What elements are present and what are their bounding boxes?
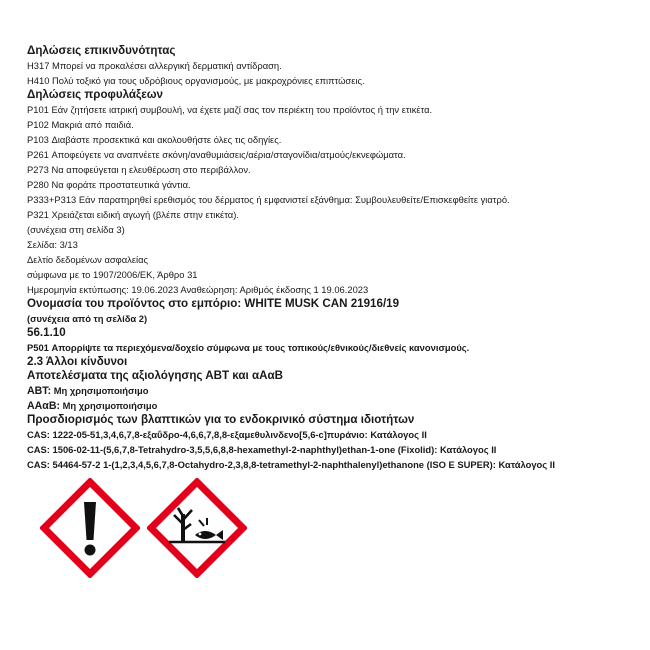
pbt-assessment-heading: Αποτελέσματα της αξιολόγησης ΑΒΤ και αΑαΒ: [27, 369, 283, 382]
pbt-result: [27, 383, 642, 398]
endocrine-heading: Προσδιορισμός των βλαπτικών για το ενδοκρινικό σύστημα ιδιοτήτων: [27, 413, 415, 426]
precaution-statement-p101: P101 Εάν ζητήσετε ιατρική συμβουλή, να έχετε μαζί σας τον περιέκτη του προϊόντος ή την ετικέτα.: [27, 104, 433, 115]
precaution-statement-p321: P321 Χρειάζεται ειδική αγωγή (βλέπε στην ετικέτα).: [27, 209, 239, 220]
print-revision-dates: Ημερομηνία εκτύπωσης: 19.06.2023 Αναθεώρηση: Αριθμός έκδοσης 1 19.06.2023: [27, 284, 369, 295]
vpvb-label: ΑΑαΒ:: [27, 400, 60, 412]
hazard-heading: Δηλώσεις επικινδυνότητας: [27, 44, 176, 57]
pbt-label: ΑΒΤ:: [27, 385, 52, 397]
other-hazards-heading: 2.3 Άλλοι κίνδυνοι: [27, 355, 128, 368]
cas-line: CAS: 1222-05-51,3,4,6,7,8-εξαΰδρο-4,6,6,7,8,8-εξαμεθυλινδενο[5,6-c]πυράνιο: Κατάλογος II: [27, 429, 427, 440]
document-title: Δελτίο δεδομένων ασφαλείας: [27, 254, 149, 265]
vpvb-value: Μη χρησιμοποιήσιμο: [62, 400, 158, 411]
sds-page: [27, 44, 642, 472]
page-number: Σελίδα: 3/13: [27, 239, 78, 250]
vpvb-result: [27, 398, 642, 413]
precaution-statement-p273: P273 Να αποφεύγεται η ελευθέρωση στο περιβάλλον.: [27, 164, 251, 175]
precaution-statement-p501: P501 Απορρίψτε τα περιεχόμενα/δοχείο σύμφωνα με τους τοπικούς/εθνικούς/διεθνείς κανονισμούς.: [27, 342, 470, 353]
regulation-reference: σύμφωνα με το 1907/2006/ΕΚ, Άρθρο 31: [27, 269, 198, 280]
cas-line: CAS: 1506-02-11-(5,6,7,8-Tetrahydro-3,5,5,6,8,8-hexamethyl-2-naphthyl)ethan-1-one (Fixolid): Κατάλογος II: [27, 444, 497, 455]
cas-line: CAS: 54464-57-2 1-(1,2,3,4,5,6,7,8-Octahydro-2,3,8,8-tetramethyl-2-naphthalenyl)ethanone (ISO E SUPER): Κατάλογος II: [27, 459, 555, 470]
pbt-value: Μη χρησιμοποιήσιμο: [53, 385, 149, 396]
precaution-heading: Δηλώσεις προφυλάξεων: [27, 88, 163, 101]
precaution-statement-p280: P280 Να φοράτε προστατευτικά γάντια.: [27, 179, 191, 190]
precaution-statement-p102: P102 Μακριά από παιδιά.: [27, 119, 134, 130]
environment-hazard-icon: [147, 478, 247, 578]
exclamation-mark-icon: [40, 478, 140, 578]
precaution-statement-p261: P261 Αποφεύγετε να αναπνέετε σκόνη/αναθυμιάσεις/αέρια/σταγονίδια/ατμούς/εκνεφώματα.: [27, 149, 406, 160]
precaution-statement-p103: P103 Διαβάστε προσεκτικά και ακολουθήστε όλες τις οδηγίες.: [27, 134, 282, 145]
section-number: 56.1.10: [27, 326, 66, 339]
ghs-pictograms: [40, 478, 255, 588]
hazard-statement-h317: H317 Μπορεί να προκαλέσει αλλεργική δερματική αντίδραση.: [27, 60, 282, 71]
precaution-statement-p333-p313: P333+P313 Εάν παρατηρηθεί ερεθισμός του δέρματος ή εμφανιστεί εξάνθημα: Συμβουλευθείτε/Επισκεφθείτε γιατρό.: [27, 194, 510, 205]
product-name: Ονομασία του προϊόντος στο εμπόριο: WHITE MUSK CAN 21916/19: [27, 297, 400, 310]
continued-from-note: (συνέχεια από τη σελίδα 2): [27, 313, 148, 324]
continued-on-note: (συνέχεια στη σελίδα 3): [27, 224, 125, 235]
hazard-statement-h410: H410 Πολύ τοξικό για τους υδρόβιους οργανισμούς, με μακροχρόνιες επιπτώσεις.: [27, 75, 365, 86]
